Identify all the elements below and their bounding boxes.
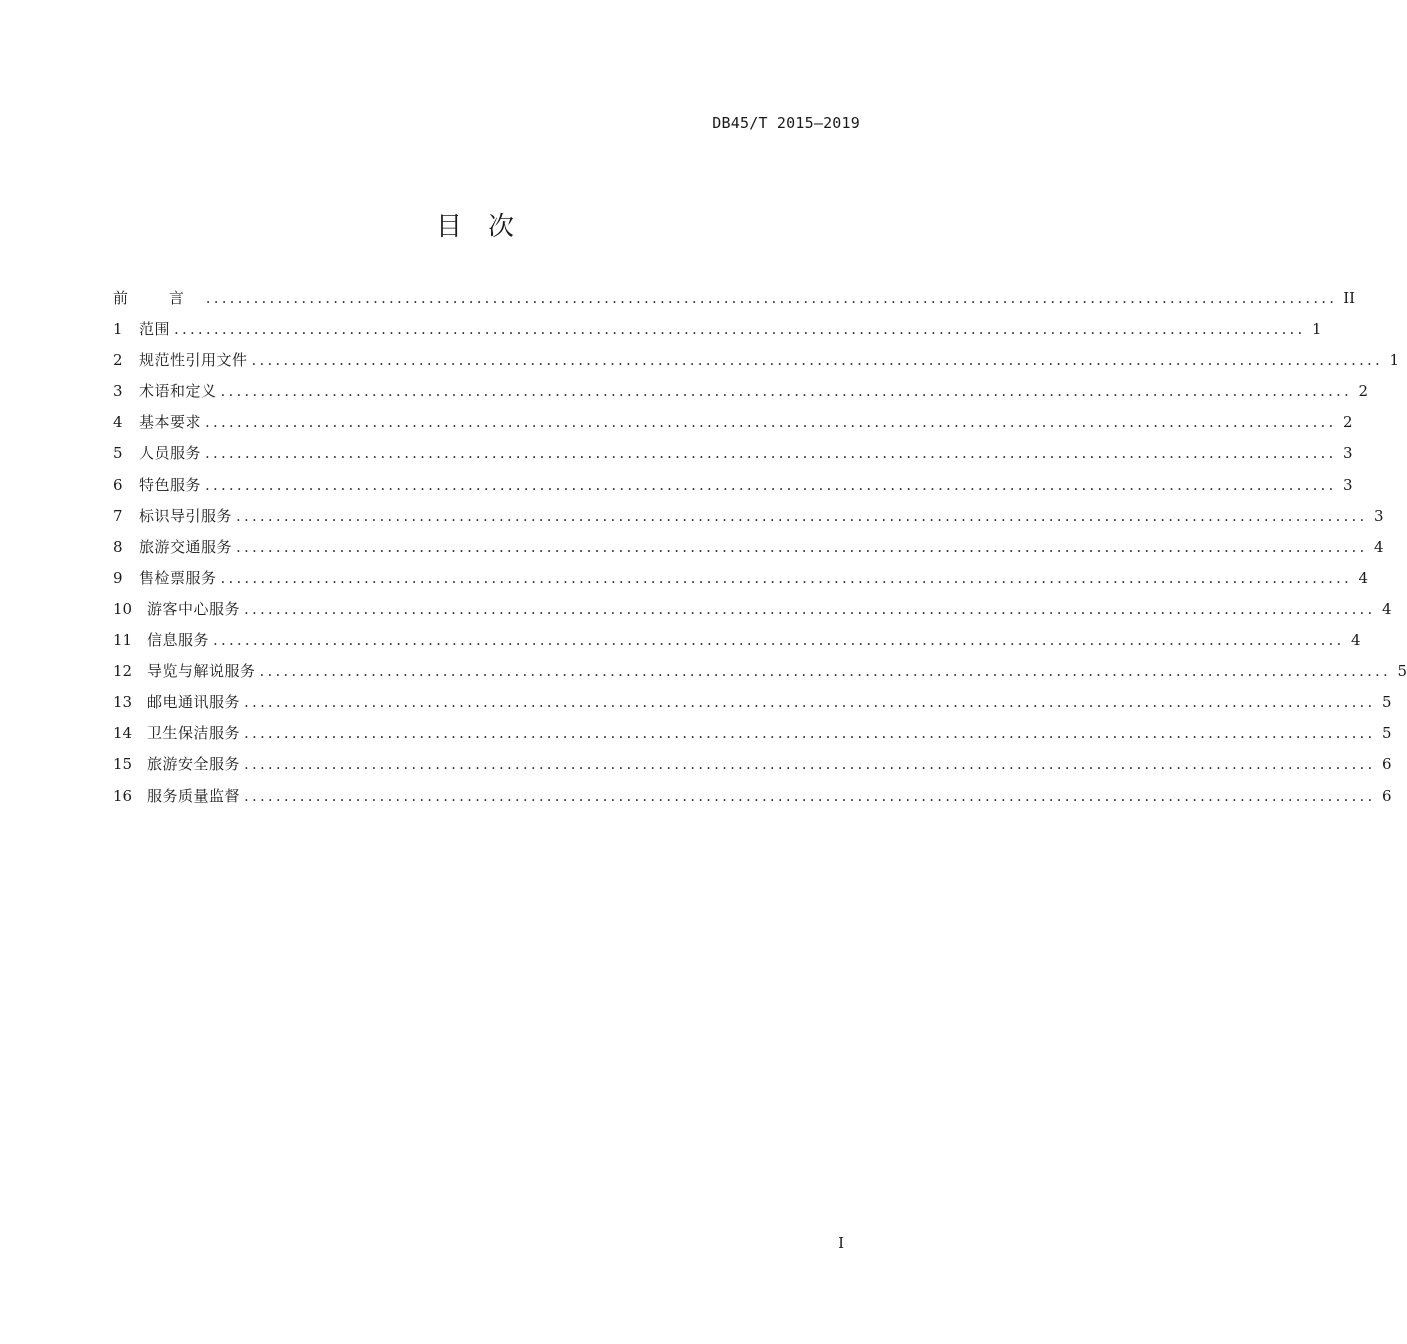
toc-entry-page: 5 [1397,662,1407,681]
toc-entry-page: 5 [1381,693,1392,712]
toc-entry-page: 4 [1358,568,1368,587]
toc-entry-page: 1 [1311,320,1322,339]
toc-dot-leader: .............................................................................................................................................. [213,631,1345,650]
page-title: 目次 [435,212,540,242]
toc-entry-page: 1 [1389,351,1399,370]
toc-entry-number: 14 [113,724,133,743]
toc-dot-leader: .............................................................................................................................................. [244,693,1376,712]
toc-dot-leader: .............................................................................................................................................. [174,320,1306,339]
toc-dot-leader: .............................................................................................................................................. [205,289,1338,307]
toc-dot-leader: .............................................................................................................................................. [205,444,1337,463]
toc-entry-number: 2 [113,351,123,370]
toc-entry-label: 前 言 [113,289,202,307]
toc-entry-page: 5 [1381,724,1392,743]
toc-entry-page: II [1343,289,1356,307]
toc-entry-label: 售检票服务 [139,568,217,587]
toc-entry[interactable] [113,441,1353,472]
toc-entry-number: 8 [113,537,123,556]
toc-entry-label: 基本要求 [139,413,202,432]
toc-entry-number: 11 [113,631,133,650]
toc-entry-label: 人员服务 [139,444,202,463]
toc-dot-leader: .............................................................................................................................................. [236,506,1368,525]
toc-entry-number: 4 [113,413,123,432]
toc-entry-page: 4 [1381,599,1392,618]
toc-entry[interactable] [113,410,1353,441]
toc-entry-page: 6 [1381,786,1392,805]
toc-dot-leader: .............................................................................................................................................. [244,786,1376,805]
toc-entry-page: 4 [1350,631,1361,650]
toc-entry-label: 特色服务 [139,475,202,494]
toc-entry[interactable] [113,628,1361,659]
toc-dot-leader: .............................................................................................................................................. [205,475,1337,494]
toc-entry-number: 16 [113,786,133,805]
toc-entry[interactable] [113,721,1392,752]
toc-entry-label: 邮电通讯服务 [147,693,241,712]
toc-entry-page: 3 [1373,506,1384,525]
toc-entry-number: 9 [113,568,123,587]
toc-entry[interactable] [113,784,1392,815]
toc-entry-label: 旅游安全服务 [147,755,241,774]
toc-dot-leader: .............................................................................................................................................. [220,568,1352,587]
toc-entry-number: 12 [113,662,133,681]
toc-entry-label: 卫生保洁服务 [147,724,241,743]
toc-entry-number: 7 [113,506,123,525]
toc-entry-number: 6 [113,475,123,494]
toc-entry-label: 服务质量监督 [147,786,241,805]
toc-entry[interactable] [113,597,1392,628]
toc-dot-leader: .............................................................................................................................................. [220,382,1352,401]
toc-entry[interactable] [113,535,1384,566]
toc-entry-page: 2 [1342,413,1353,432]
toc-entry[interactable] [113,504,1384,535]
toc-entry-page: 6 [1381,755,1392,774]
toc-entry-page: 3 [1342,444,1353,463]
toc-entry[interactable] [113,659,1407,690]
toc-entry-number: 1 [113,320,123,339]
standard-code: DB45/T 2015—2019 [712,114,860,132]
toc-entry-label: 游客中心服务 [147,599,241,618]
toc-entry-label: 范围 [139,320,171,339]
toc-entry-page: 4 [1373,537,1384,556]
toc-entry-number: 13 [113,693,133,712]
toc-entry-foreword[interactable] [113,286,1356,317]
toc-entry-label: 信息服务 [147,631,210,650]
toc-dot-leader: .............................................................................................................................................. [244,599,1376,618]
toc-dot-leader: .............................................................................................................................................. [205,413,1337,432]
table-of-contents [113,286,1407,815]
toc-entry[interactable] [113,752,1392,783]
toc-dot-leader: .............................................................................................................................................. [244,724,1376,743]
toc-entry[interactable] [113,317,1322,348]
toc-entry-label: 旅游交通服务 [139,537,233,556]
toc-entry-label: 导览与解说服务 [147,662,256,681]
toc-entry-page: 2 [1358,382,1368,401]
toc-entry[interactable] [113,473,1353,504]
toc-dot-leader: .............................................................................................................................................. [251,351,1383,370]
toc-entry-number: 5 [113,444,123,463]
toc-dot-leader: .............................................................................................................................................. [244,755,1376,774]
toc-entry-label: 标识导引服务 [139,506,233,525]
toc-entry-page: 3 [1342,475,1353,494]
toc-entry[interactable] [113,348,1399,379]
toc-entry[interactable] [113,690,1392,721]
toc-entry-label: 术语和定义 [139,382,217,401]
page-number: I [838,1234,844,1252]
toc-entry-number: 15 [113,755,133,774]
toc-entry-number: 3 [113,382,123,401]
toc-dot-leader: .............................................................................................................................................. [259,662,1391,681]
toc-entry-number: 10 [113,599,133,618]
toc-dot-leader: .............................................................................................................................................. [236,537,1368,556]
toc-entry[interactable] [113,379,1368,410]
toc-entry-label: 规范性引用文件 [139,351,248,370]
toc-entry[interactable] [113,566,1368,597]
